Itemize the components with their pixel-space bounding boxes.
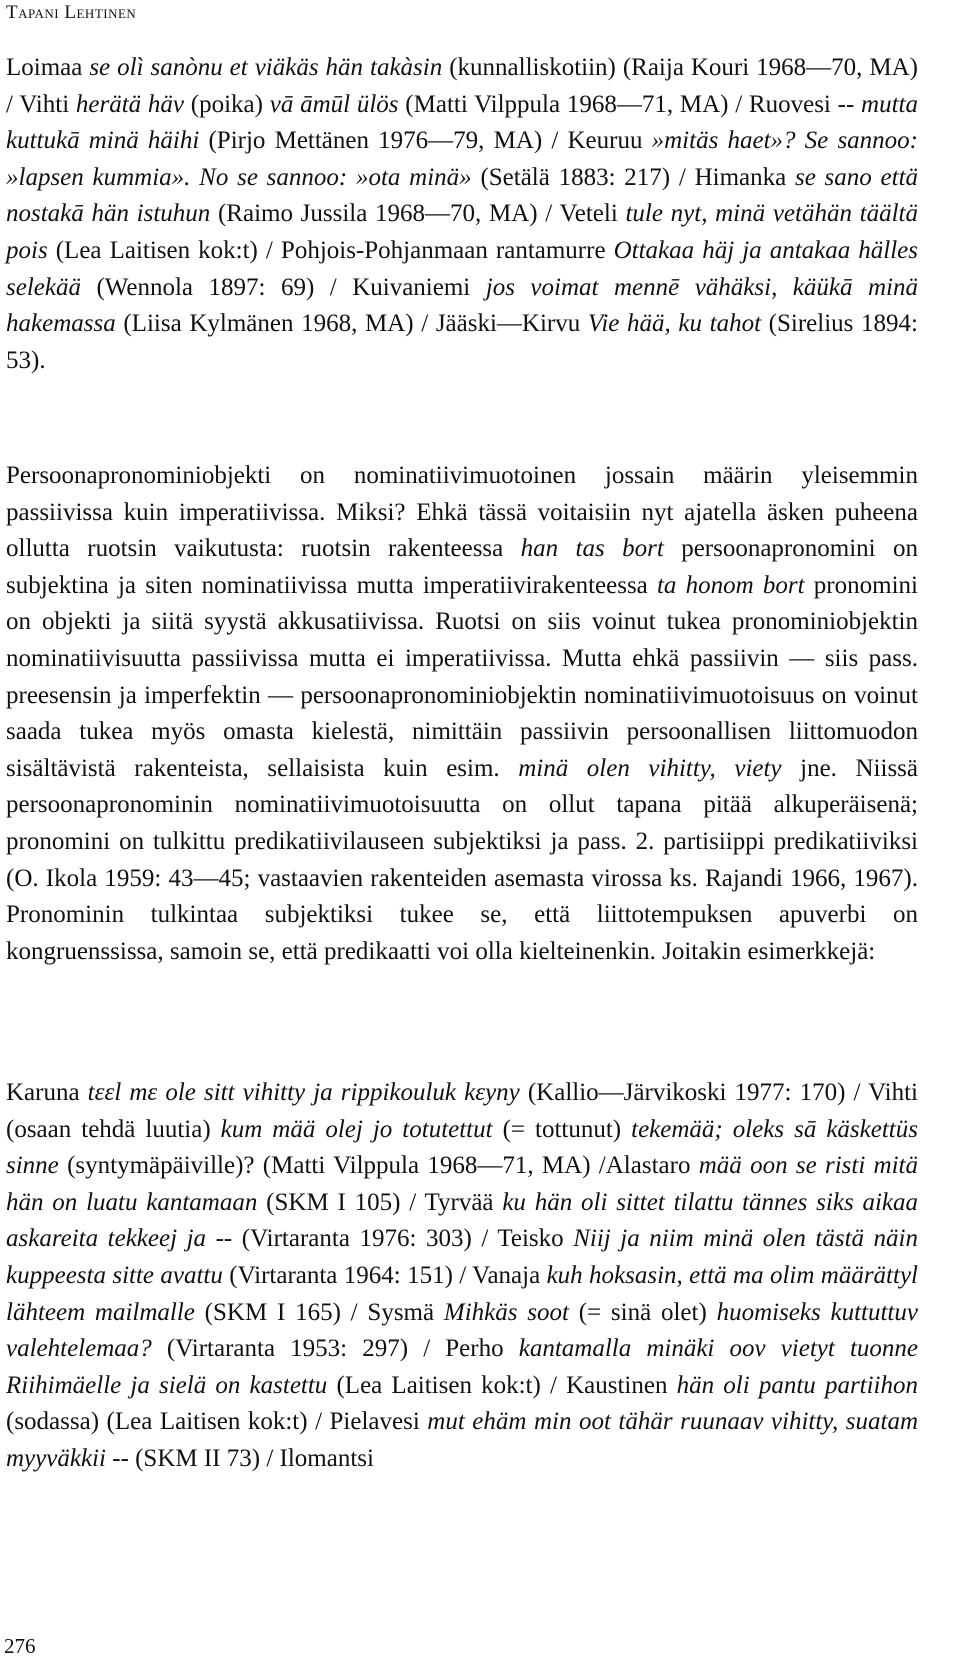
italic-example-text: mut ehäm min oot tähär ruunaav vihitty, suatam myyväkkii	[6, 1408, 918, 1472]
body-text: (SKM I 165) / Sysmä	[194, 1298, 444, 1326]
italic-example-text: Ottakaa häj ja antakaa hälles selekää	[6, 236, 918, 301]
body-text: (Kallio—Järvikoski 1977: 170) / Vihti (osaan tehdä luutia)	[6, 1079, 918, 1143]
italic-example-text: »mitäs haet»? Se sannoo: »lapsen kummia». No se sannoo: »ota minä»	[6, 127, 918, 191]
body-text: (Lea Laitisen kok:t) / Kaustinen	[327, 1371, 677, 1399]
italic-example-text: tekemää; oleks sā käskettüs sinne	[6, 1115, 918, 1180]
italic-example-text: kantamalla minäki oov vietyt tuonne Riihimäelle ja sielä on kastettu	[6, 1335, 919, 1399]
body-text: jne. Niissä persoonapronominin nominatiivimuotoisuutta on ollut tapana pitää alkuperäisenä; pronomini on tulkittu predikatiivilauseen subjektiksi ja pass. 2. partisiippi predikatiiviksi (O. Ikola 1959: 43—45; vastaavien rakenteiden asemasta virossa ks. Rajandi 1966, 1967). Pronominin tulkintaa subjektiksi tukee se, että liittotempuksen apuverbi on kongruenssissa, samoin se, että predikaatti voi olla kielteinenkin. Joitakin esimerkkejä:	[6, 754, 918, 965]
body-text: (Virtaranta 1953: 297) / Perho	[151, 1335, 519, 1363]
body-text: (Liisa Kylmänen 1968, MA) / Jääski—Kirvu	[115, 310, 588, 338]
body-text: (Pirjo Mettänen 1976—79, MA) / Keuruu	[199, 127, 652, 155]
italic-example-text: se sano että nostakā hän istuhun	[6, 163, 919, 228]
page-number: 276	[4, 1634, 36, 1658]
italic-example-text: minä olen vihitty, viety	[518, 754, 782, 782]
italic-example-text: se olì sanònu et viäkäs hän takàsin	[89, 54, 443, 81]
italic-example-text: huomiseks kuttuttuv valehtelemaa?	[6, 1298, 918, 1363]
paragraph-dialect-examples-2	[6, 1075, 918, 1478]
body-text: Karuna	[6, 1079, 88, 1106]
italic-example-text: tule nyt, minä vetähän täältä pois	[6, 200, 918, 264]
italic-example-text: herätä häv	[75, 90, 185, 118]
body-text: (kunnalliskotiin) (Raija Kouri 1968—70, MA) / Vihti	[6, 54, 919, 118]
italic-example-text: mutta kuttukā minä häihi	[6, 90, 918, 155]
body-text: (syntymäpäiville)? (Matti Vilppula 1968—71, MA) /Alastaro	[58, 1152, 699, 1180]
body-text: (= sinä olet)	[568, 1298, 717, 1326]
body-text: (Sirelius 1894: 53).	[6, 310, 918, 374]
italic-example-text: tεεl mε ole sitt vihitty ja rippikouluk kεyny	[87, 1079, 520, 1106]
body-text: persoonapronomini on subjektina ja siten nominatiivissa mutta imperatiivirakenteessa	[6, 535, 918, 599]
body-text: (= tottunut)	[492, 1115, 632, 1143]
paragraph-discussion	[6, 458, 918, 970]
body-text: (sodassa) (Lea Laitisen kok:t) / Pielavesi	[6, 1408, 428, 1436]
body-text: (Lea Laitisen kok:t) / Pohjois-Pohjanmaan rantamurre	[47, 236, 614, 264]
italic-example-text: hän oli pantu partiihon	[676, 1371, 919, 1399]
body-text: (Matti Vilppula 1968—71, MA) / Ruovesi --	[398, 90, 862, 118]
body-text: (SKM I 105) / Tyrvää	[257, 1188, 503, 1216]
body-text: Persoonapronominiobjekti on nominatiivimuotoinen jossain määrin yleisemmin passiivissa kuin imperatiivissa. Miksi? Ehkä tässä voitaisiin nyt ajatella äsken puheena ollutta ruotsin vaikutusta: ruotsin rakenteessa	[6, 462, 918, 563]
italic-example-text: kuh hoksasin, että ma olim määrättyl lähteem mailmalle	[6, 1261, 918, 1326]
italic-example-text: kum mää olej jo totutettut	[220, 1115, 493, 1143]
italic-example-text: Mihkäs soot	[443, 1298, 569, 1326]
body-text: (poika)	[184, 90, 270, 118]
body-text: (Raimo Jussila 1968—70, MA) / Veteli	[210, 200, 626, 228]
italic-example-text: mää oon se risti mitä hän on luatu kantamaan	[6, 1152, 918, 1216]
italic-example-text: vā āmūl ülös	[269, 90, 399, 118]
body-text: (Wennola 1897: 69) / Kuivaniemi	[80, 273, 486, 301]
italic-example-text: ta honom bort	[656, 571, 805, 599]
italic-example-text: Vie hää, ku tahot	[587, 310, 762, 338]
body-text: Loimaa	[6, 54, 90, 81]
body-text: -- (Virtaranta 1976: 303) / Teisko	[206, 1225, 574, 1253]
paragraph-dialect-examples-1	[6, 50, 918, 379]
body-text: (Virtaranta 1964: 151) / Vanaja	[222, 1261, 547, 1289]
body-text: -- (SKM II 73) / Ilomantsi	[105, 1444, 374, 1472]
italic-example-text: jos voimat mennē vähäksi, käükā minä hakemassa	[6, 273, 918, 338]
running-head: Tapani Lehtinen	[6, 2, 137, 23]
body-text: (Setälä 1883: 217) / Himanka	[471, 163, 795, 191]
italic-example-text: Niij ja niim minä olen tästä näin kuppeesta sitte avattu	[6, 1225, 918, 1289]
body-text: pronomini on objekti ja siitä syystä akkusatiivissa. Ruotsi on siis voinut tukea pronominiobjektin nominatiivisuutta passiivissa mutta ei imperatiivissa. Mutta ehkä passiivin — siis pass. preesensin ja imperfektin — persoonapronominiobjektin nominatiivimuotoisuus on voinut saada tukea myös omasta kielestä, nimittäin passiivin persoonallisen liittomuodon sisältävistä rakenteista, sellaisista kuin esim.	[6, 571, 918, 782]
italic-example-text: han tas bort	[520, 535, 664, 563]
italic-example-text: ku hän oli sittet tilattu tännes siks aikaa askareita tekkeej ja	[6, 1188, 919, 1253]
